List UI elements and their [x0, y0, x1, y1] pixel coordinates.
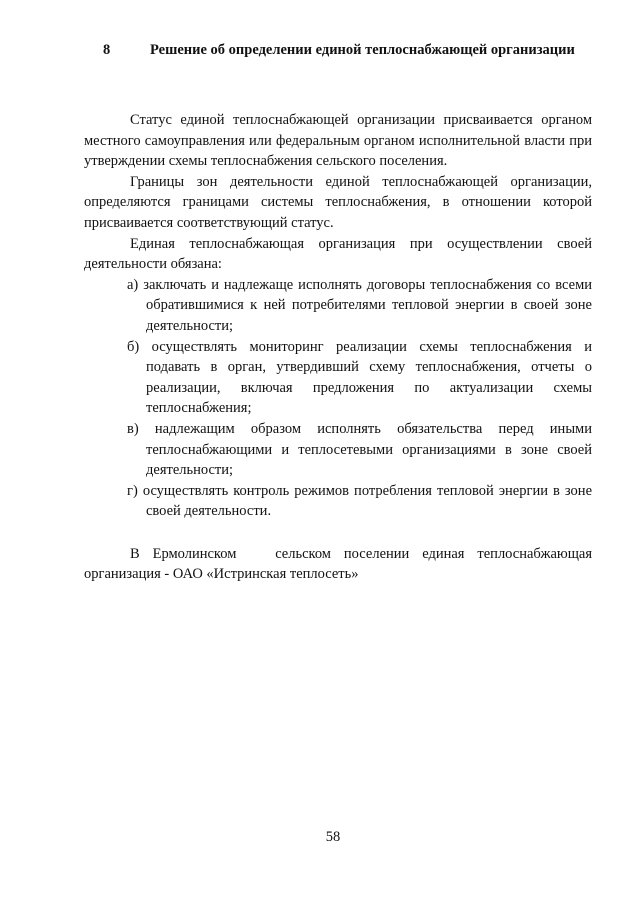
section-number: 8 [103, 42, 111, 58]
section-title: Решение об определении единой теплоснабжающей организации [150, 42, 575, 58]
paragraph-conclusion: В Ермолинском сельском поселении единая теплоснабжающая организация - ОАО «Истринская теплосеть» [84, 545, 596, 583]
paragraph-status: Статус единой теплоснабжающей организации присваивается органом местного самоуправления или федеральным органом исполнительной власти при утверждении схемы теплоснабжения сельского поселения. [84, 112, 592, 170]
obligations-list [84, 275, 592, 522]
paragraph-zone-boundaries: Границы зон деятельности единой теплоснабжающей организации, определяются границами системы теплоснабжения, в отношении которой присваивается соответствующий статус. [84, 173, 592, 231]
list-item-b: б) осуществлять мониторинг реализации схемы теплоснабжения и подавать в орган, утвердивший схему теплоснабжения, отчеты о реализации, включая предложения по актуализации схемы теплоснабжения; [127, 338, 592, 417]
document-body [84, 110, 596, 585]
paragraph-obligations-intro: Единая теплоснабжающая организация при осуществлении своей деятельности обязана: [84, 235, 592, 273]
list-item-g: г) осуществлять контроль режимов потребления тепловой энергии в зоне своей деятельности. [127, 482, 592, 520]
page-number: 58 [325, 829, 341, 845]
section-heading [97, 40, 587, 60]
list-item-a: а) заключать и надлежаще исполнять договоры теплоснабжения со всеми обратившимися к ней потребителями тепловой энергии в своей зоне деятельности; [127, 276, 592, 334]
paragraph-gap [84, 522, 592, 544]
list-item-v: в) надлежащим образом исполнять обязательства перед иными теплоснабжающими и теплосетевыми организациями в зоне своей деятельности; [127, 420, 592, 479]
